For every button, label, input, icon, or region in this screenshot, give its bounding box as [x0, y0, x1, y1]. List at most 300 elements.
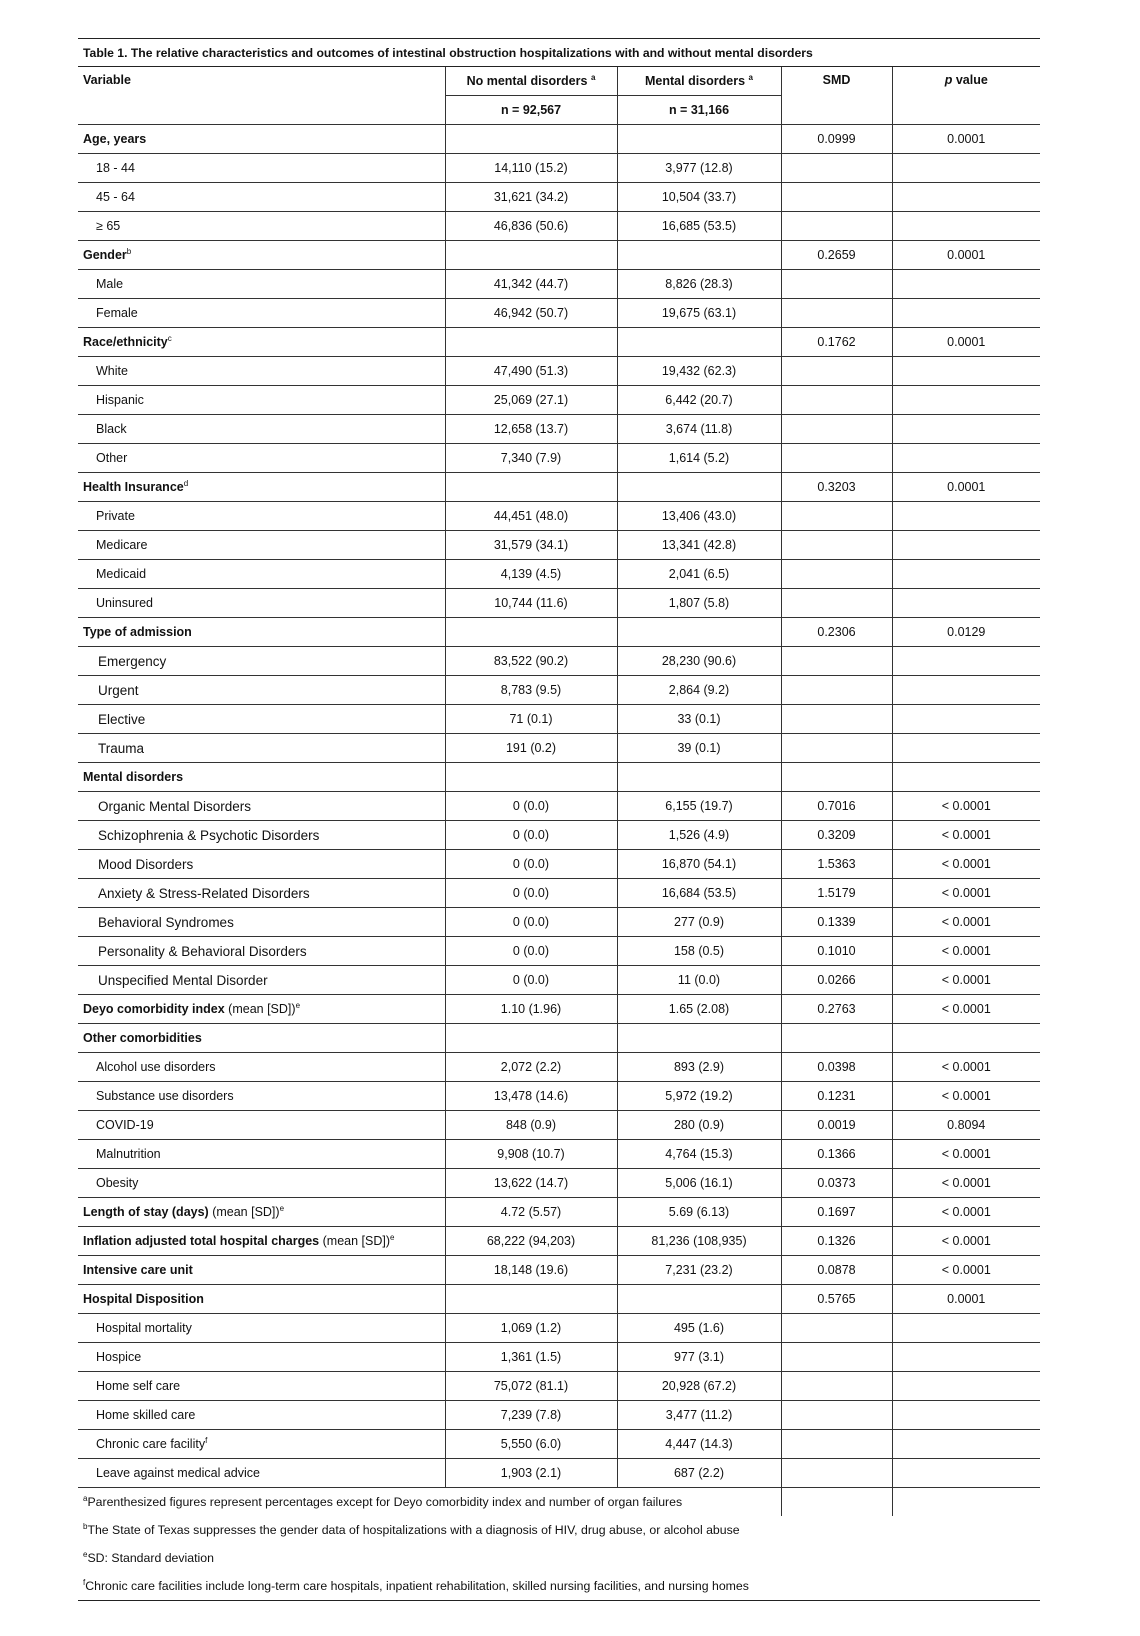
table-row	[78, 299, 1040, 328]
cell-c3: 0.2306	[781, 618, 892, 647]
cell-c1: 46,836 (50.6)	[445, 212, 617, 241]
cell-c1: 13,622 (14.7)	[445, 1169, 617, 1198]
cell-c3	[781, 154, 892, 183]
cell-c3: 0.2659	[781, 241, 892, 270]
cell-c2: 6,155 (19.7)	[617, 792, 781, 821]
cell-c4	[892, 705, 1040, 734]
cell-c1: 0 (0.0)	[445, 792, 617, 821]
row-label: Female	[78, 299, 445, 328]
cell-c2: 28,230 (90.6)	[617, 647, 781, 676]
cell-c4	[892, 270, 1040, 299]
cell-c2: 11 (0.0)	[617, 966, 781, 995]
cell-c2: 20,928 (67.2)	[617, 1372, 781, 1401]
row-label: Hospice	[78, 1343, 445, 1372]
cell-c3	[781, 299, 892, 328]
cell-c2: 1,807 (5.8)	[617, 589, 781, 618]
row-label: Trauma	[78, 734, 445, 763]
cell-c4: < 0.0001	[892, 995, 1040, 1024]
table-row	[78, 821, 1040, 850]
table-row	[78, 589, 1040, 618]
cell-c2: 81,236 (108,935)	[617, 1227, 781, 1256]
cell-c3	[781, 444, 892, 473]
cell-c4	[892, 647, 1040, 676]
cell-c2	[617, 328, 781, 357]
row-label: Mental disorders	[78, 763, 445, 792]
row-label: Intensive care unit	[78, 1256, 445, 1285]
cell-c2	[617, 1285, 781, 1314]
table-row	[78, 618, 1040, 647]
cell-c4	[892, 589, 1040, 618]
cell-c1: 10,744 (11.6)	[445, 589, 617, 618]
table-row	[78, 357, 1040, 386]
cell-c2: 39 (0.1)	[617, 734, 781, 763]
table-row	[78, 966, 1040, 995]
cell-c3: 0.2763	[781, 995, 892, 1024]
cell-c1: 18,148 (19.6)	[445, 1256, 617, 1285]
cell-c3: 0.0999	[781, 125, 892, 154]
table-row	[78, 1314, 1040, 1343]
cell-c2	[617, 473, 781, 502]
cell-c2: 1,526 (4.9)	[617, 821, 781, 850]
cell-c4: 0.0001	[892, 125, 1040, 154]
table-row	[78, 647, 1040, 676]
footnote: $^b$The State of Texas suppresses the gender data of hospitalizations with a diagnosis of HIV, drug abuse, or alcohol abuse	[83, 1521, 740, 1537]
table-row	[78, 1053, 1040, 1082]
cell-c3: 1.5179	[781, 879, 892, 908]
cell-c3	[781, 183, 892, 212]
row-label: Schizophrenia & Psychotic Disorders	[78, 821, 445, 850]
cell-c4: < 0.0001	[892, 1082, 1040, 1111]
table-row	[78, 183, 1040, 212]
cell-c2: 10,504 (33.7)	[617, 183, 781, 212]
row-label: COVID-19	[78, 1111, 445, 1140]
cell-c4	[892, 212, 1040, 241]
cell-c4	[892, 531, 1040, 560]
cell-c3: 0.0373	[781, 1169, 892, 1198]
row-label: Uninsured	[78, 589, 445, 618]
cell-c3	[781, 763, 892, 792]
row-label: Hospital mortality	[78, 1314, 445, 1343]
row-label: Medicaid	[78, 560, 445, 589]
row-label: Elective	[78, 705, 445, 734]
header-smd: SMD	[781, 67, 892, 125]
table-title-row	[78, 39, 1040, 67]
cell-c4	[892, 444, 1040, 473]
cell-c4: < 0.0001	[892, 850, 1040, 879]
cell-c3	[781, 531, 892, 560]
cell-c4	[892, 1372, 1040, 1401]
cell-c2: 33 (0.1)	[617, 705, 781, 734]
cell-c2	[617, 1024, 781, 1053]
cell-c1: 1,903 (2.1)	[445, 1459, 617, 1488]
table-row	[78, 792, 1040, 821]
cell-c3	[781, 415, 892, 444]
cell-c1	[445, 125, 617, 154]
cell-c2: 1.65 (2.08)	[617, 995, 781, 1024]
header-variable: Variable	[78, 67, 445, 125]
cell-c2: 5,006 (16.1)	[617, 1169, 781, 1198]
cell-c1: 4,139 (4.5)	[445, 560, 617, 589]
table-row	[78, 386, 1040, 415]
cell-c3: 0.3209	[781, 821, 892, 850]
cell-c1: 83,522 (90.2)	[445, 647, 617, 676]
row-label: Malnutrition	[78, 1140, 445, 1169]
cell-c3: 1.5363	[781, 850, 892, 879]
table-row	[78, 241, 1040, 270]
cell-c1: 14,110 (15.2)	[445, 154, 617, 183]
row-label: Length of stay (days) (mean [SD])$^e$	[78, 1198, 445, 1227]
cell-c3	[781, 1459, 892, 1488]
cell-c1: 44,451 (48.0)	[445, 502, 617, 531]
cell-c3	[781, 647, 892, 676]
table-row	[78, 734, 1040, 763]
row-label: Medicare	[78, 531, 445, 560]
table-row	[78, 1372, 1040, 1401]
table-row	[78, 1256, 1040, 1285]
cell-c4: < 0.0001	[892, 908, 1040, 937]
cell-c3: 0.3203	[781, 473, 892, 502]
cell-c2: 13,341 (42.8)	[617, 531, 781, 560]
cell-c2: 158 (0.5)	[617, 937, 781, 966]
cell-c4	[892, 154, 1040, 183]
table-row	[78, 1227, 1040, 1256]
cell-c1: 71 (0.1)	[445, 705, 617, 734]
cell-c3	[781, 1372, 892, 1401]
cell-c1	[445, 618, 617, 647]
cell-c1	[445, 328, 617, 357]
cell-c4	[892, 1024, 1040, 1053]
cell-c3: 0.1231	[781, 1082, 892, 1111]
cell-c2: 495 (1.6)	[617, 1314, 781, 1343]
cell-c1: 5,550 (6.0)	[445, 1430, 617, 1459]
cell-c4	[892, 1430, 1040, 1459]
footnotes-table	[78, 1488, 1040, 1601]
cell-c4	[892, 1401, 1040, 1430]
cell-c2: 19,432 (62.3)	[617, 357, 781, 386]
footnote-spacer	[892, 1488, 1040, 1516]
row-label: Health Insurance$^d$	[78, 473, 445, 502]
cell-c1: 68,222 (94,203)	[445, 1227, 617, 1256]
cell-c2: 687 (2.2)	[617, 1459, 781, 1488]
row-label: Private	[78, 502, 445, 531]
table-row	[78, 1459, 1040, 1488]
cell-c3	[781, 560, 892, 589]
cell-c3: 0.1366	[781, 1140, 892, 1169]
cell-c3	[781, 502, 892, 531]
footnote-spacer	[781, 1488, 892, 1516]
cell-c2: 7,231 (23.2)	[617, 1256, 781, 1285]
footnote-row	[78, 1488, 1040, 1516]
cell-c3	[781, 1430, 892, 1459]
row-label: Alcohol use disorders	[78, 1053, 445, 1082]
cell-c4: < 0.0001	[892, 1169, 1040, 1198]
cell-c1: 41,342 (44.7)	[445, 270, 617, 299]
cell-c1: 0 (0.0)	[445, 908, 617, 937]
table-row	[78, 1430, 1040, 1459]
cell-c1: 75,072 (81.1)	[445, 1372, 617, 1401]
cell-c2: 5,972 (19.2)	[617, 1082, 781, 1111]
header-mental-disorders: Mental disorders $^a$	[617, 67, 781, 96]
cell-c1: 12,658 (13.7)	[445, 415, 617, 444]
cell-c3	[781, 386, 892, 415]
cell-c4	[892, 676, 1040, 705]
characteristics-table	[78, 38, 1040, 1488]
table-row	[78, 270, 1040, 299]
header-p-value: p value	[892, 67, 1040, 125]
row-label: Home self care	[78, 1372, 445, 1401]
cell-c1: 1,361 (1.5)	[445, 1343, 617, 1372]
row-label: Inflation adjusted total hospital charges (mean [SD])$^e$	[78, 1227, 445, 1256]
row-label: Emergency	[78, 647, 445, 676]
cell-c1	[445, 241, 617, 270]
cell-c3	[781, 734, 892, 763]
row-label: Home skilled care	[78, 1401, 445, 1430]
cell-c2: 2,864 (9.2)	[617, 676, 781, 705]
footnote: $^a$Parenthesized figures represent percentages except for Deyo comorbidity index and number of organ failures	[83, 1493, 683, 1509]
row-label: Gender$^b$	[78, 241, 445, 270]
row-label: Race/ethnicity$^c$	[78, 328, 445, 357]
cell-c1: 1.10 (1.96)	[445, 995, 617, 1024]
cell-c1: 0 (0.0)	[445, 937, 617, 966]
cell-c1: 47,490 (51.3)	[445, 357, 617, 386]
footnote-row	[78, 1544, 1040, 1572]
table-row	[78, 1082, 1040, 1111]
cell-c4: 0.0001	[892, 241, 1040, 270]
cell-c3	[781, 212, 892, 241]
row-label: 45 - 64	[78, 183, 445, 212]
cell-c4: 0.0001	[892, 473, 1040, 502]
cell-c3	[781, 1343, 892, 1372]
row-label: Male	[78, 270, 445, 299]
cell-c4	[892, 502, 1040, 531]
table-sheet	[78, 38, 1040, 1601]
table-row	[78, 560, 1040, 589]
cell-c4	[892, 299, 1040, 328]
cell-c3: 0.0019	[781, 1111, 892, 1140]
cell-c2: 4,447 (14.3)	[617, 1430, 781, 1459]
row-label: Substance use disorders	[78, 1082, 445, 1111]
table-row	[78, 1140, 1040, 1169]
cell-c2: 16,684 (53.5)	[617, 879, 781, 908]
row-label: Unspecified Mental Disorder	[78, 966, 445, 995]
header-n-no-mental: n = 92,567	[445, 96, 617, 125]
cell-c3: 0.1339	[781, 908, 892, 937]
cell-c2: 3,977 (12.8)	[617, 154, 781, 183]
table-row	[78, 763, 1040, 792]
cell-c1: 46,942 (50.7)	[445, 299, 617, 328]
row-label: Other	[78, 444, 445, 473]
cell-c2: 893 (2.9)	[617, 1053, 781, 1082]
row-label: Hospital Disposition	[78, 1285, 445, 1314]
cell-c2: 4,764 (15.3)	[617, 1140, 781, 1169]
cell-c4: < 0.0001	[892, 1053, 1040, 1082]
cell-c4: 0.0001	[892, 328, 1040, 357]
cell-c3: 0.0878	[781, 1256, 892, 1285]
cell-c3: 0.1697	[781, 1198, 892, 1227]
cell-c3: 0.5765	[781, 1285, 892, 1314]
footnote-row	[78, 1572, 1040, 1601]
cell-c4	[892, 1314, 1040, 1343]
table-row	[78, 328, 1040, 357]
row-label: Urgent	[78, 676, 445, 705]
cell-c2: 277 (0.9)	[617, 908, 781, 937]
footnote-row	[78, 1516, 1040, 1544]
footnote: $^f$Chronic care facilities include long-term care hospitals, inpatient rehabilitation, skilled nursing facilities, and nursing homes	[78, 1572, 1040, 1601]
cell-c1	[445, 1285, 617, 1314]
cell-c4: < 0.0001	[892, 1140, 1040, 1169]
cell-c1: 1,069 (1.2)	[445, 1314, 617, 1343]
table-row	[78, 444, 1040, 473]
cell-c3	[781, 270, 892, 299]
cell-c2	[617, 763, 781, 792]
table-row	[78, 415, 1040, 444]
table-row	[78, 1111, 1040, 1140]
cell-c2	[617, 241, 781, 270]
cell-c4: < 0.0001	[892, 1256, 1040, 1285]
row-label: Hispanic	[78, 386, 445, 415]
cell-c1: 8,783 (9.5)	[445, 676, 617, 705]
row-label: Black	[78, 415, 445, 444]
table-row	[78, 705, 1040, 734]
cell-c1: 9,908 (10.7)	[445, 1140, 617, 1169]
cell-c4	[892, 560, 1040, 589]
cell-c3	[781, 357, 892, 386]
cell-c2	[617, 125, 781, 154]
row-label: Deyo comorbidity index (mean [SD])$^e$	[78, 995, 445, 1024]
cell-c2	[617, 618, 781, 647]
cell-c1: 0 (0.0)	[445, 821, 617, 850]
cell-c1: 13,478 (14.6)	[445, 1082, 617, 1111]
table-title: Table 1. The relative characteristics and outcomes of intestinal obstruction hospitalizations with and without mental disorders	[78, 39, 1040, 67]
cell-c1: 0 (0.0)	[445, 966, 617, 995]
table-row	[78, 879, 1040, 908]
table-row	[78, 473, 1040, 502]
cell-c3: 0.0398	[781, 1053, 892, 1082]
row-label: Anxiety & Stress-Related Disorders	[78, 879, 445, 908]
cell-c1: 7,239 (7.8)	[445, 1401, 617, 1430]
row-label: Leave against medical advice	[78, 1459, 445, 1488]
cell-c4: 0.8094	[892, 1111, 1040, 1140]
table-row	[78, 937, 1040, 966]
cell-c4	[892, 734, 1040, 763]
row-label: Type of admission	[78, 618, 445, 647]
cell-c2: 977 (3.1)	[617, 1343, 781, 1372]
table-row	[78, 212, 1040, 241]
table-row	[78, 1198, 1040, 1227]
cell-c4	[892, 1459, 1040, 1488]
cell-c4: < 0.0001	[892, 821, 1040, 850]
cell-c2: 16,870 (54.1)	[617, 850, 781, 879]
cell-c2: 1,614 (5.2)	[617, 444, 781, 473]
cell-c4: < 0.0001	[892, 937, 1040, 966]
cell-c3	[781, 589, 892, 618]
cell-c1	[445, 1024, 617, 1053]
cell-c1: 0 (0.0)	[445, 850, 617, 879]
row-label: Obesity	[78, 1169, 445, 1198]
cell-c2: 13,406 (43.0)	[617, 502, 781, 531]
cell-c4: < 0.0001	[892, 1227, 1040, 1256]
table-row	[78, 502, 1040, 531]
row-label: ≥ 65	[78, 212, 445, 241]
cell-c1: 7,340 (7.9)	[445, 444, 617, 473]
row-label: Organic Mental Disorders	[78, 792, 445, 821]
cell-c4: < 0.0001	[892, 1198, 1040, 1227]
cell-c1: 0 (0.0)	[445, 879, 617, 908]
header-row	[78, 67, 1040, 96]
cell-c3	[781, 1024, 892, 1053]
cell-c1: 25,069 (27.1)	[445, 386, 617, 415]
cell-c4: 0.0129	[892, 618, 1040, 647]
cell-c1: 2,072 (2.2)	[445, 1053, 617, 1082]
row-label: White	[78, 357, 445, 386]
cell-c3	[781, 676, 892, 705]
row-label: Chronic care facility$^f$	[78, 1430, 445, 1459]
table-row	[78, 125, 1040, 154]
table-row	[78, 676, 1040, 705]
cell-c2: 3,674 (11.8)	[617, 415, 781, 444]
cell-c4	[892, 415, 1040, 444]
cell-c4: < 0.0001	[892, 879, 1040, 908]
cell-c2: 8,826 (28.3)	[617, 270, 781, 299]
row-label: Age, years	[78, 125, 445, 154]
row-label: 18 - 44	[78, 154, 445, 183]
cell-c4: < 0.0001	[892, 792, 1040, 821]
cell-c2: 2,041 (6.5)	[617, 560, 781, 589]
cell-c1: 4.72 (5.57)	[445, 1198, 617, 1227]
cell-c2: 19,675 (63.1)	[617, 299, 781, 328]
cell-c1: 191 (0.2)	[445, 734, 617, 763]
row-label: Personality & Behavioral Disorders	[78, 937, 445, 966]
table-row	[78, 850, 1040, 879]
row-label: Other comorbidities	[78, 1024, 445, 1053]
cell-c3: 0.0266	[781, 966, 892, 995]
cell-c2: 16,685 (53.5)	[617, 212, 781, 241]
cell-c3: 0.1762	[781, 328, 892, 357]
table-row	[78, 1285, 1040, 1314]
table-row	[78, 1024, 1040, 1053]
cell-c3	[781, 1401, 892, 1430]
cell-c3: 0.7016	[781, 792, 892, 821]
table-row	[78, 154, 1040, 183]
cell-c2: 5.69 (6.13)	[617, 1198, 781, 1227]
table-row	[78, 1169, 1040, 1198]
cell-c3: 0.1326	[781, 1227, 892, 1256]
cell-c2: 280 (0.9)	[617, 1111, 781, 1140]
cell-c4	[892, 386, 1040, 415]
row-label: Mood Disorders	[78, 850, 445, 879]
row-label: Behavioral Syndromes	[78, 908, 445, 937]
table-row	[78, 995, 1040, 1024]
cell-c1	[445, 763, 617, 792]
cell-c1	[445, 473, 617, 502]
header-n-mental: n = 31,166	[617, 96, 781, 125]
table-row	[78, 1401, 1040, 1430]
cell-c3: 0.1010	[781, 937, 892, 966]
cell-c4	[892, 357, 1040, 386]
cell-c3	[781, 1314, 892, 1343]
cell-c2: 6,442 (20.7)	[617, 386, 781, 415]
cell-c1: 31,621 (34.2)	[445, 183, 617, 212]
cell-c1: 848 (0.9)	[445, 1111, 617, 1140]
cell-c4: < 0.0001	[892, 966, 1040, 995]
table-row	[78, 1343, 1040, 1372]
table-row	[78, 908, 1040, 937]
cell-c4: 0.0001	[892, 1285, 1040, 1314]
cell-c2: 3,477 (11.2)	[617, 1401, 781, 1430]
cell-c1: 31,579 (34.1)	[445, 531, 617, 560]
cell-c3	[781, 705, 892, 734]
cell-c4	[892, 1343, 1040, 1372]
